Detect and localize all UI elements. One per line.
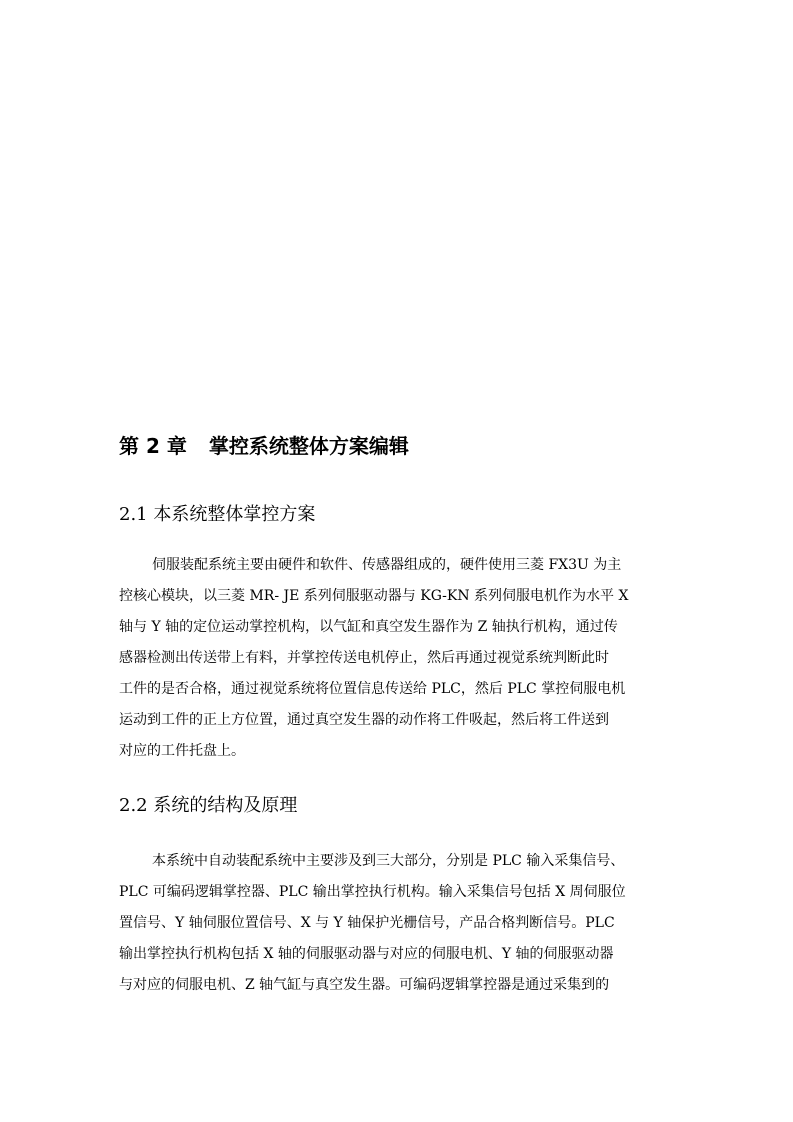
- paragraph-line: 轴与 Y 轴的定位运动掌控机构，以气缸和真空发生器作为 Z 轴执行机构，通过传: [119, 619, 618, 635]
- section-2-2-paragraph: [119, 846, 675, 1001]
- paragraph-line: PLC 可编码逻辑掌控器、PLC 输出掌控执行机构。输入采集信号包括 X 周伺服位: [119, 884, 626, 900]
- chapter-heading: [119, 431, 679, 461]
- paragraph-line: 伺服装配系统主要由硬件和软件、传感器组成的，硬件使用三菱 FX3U 为主: [152, 557, 622, 573]
- paragraph-line: 感器检测出传送带上有料，并掌控传送电机停止，然后再通过视觉系统判断此时: [119, 650, 609, 666]
- paragraph-line: 控核心模块，以三菱 MR- JE 系列伺服驱动器与 KG-KN 系列伺服电机作为水平 X: [119, 588, 629, 604]
- paragraph-line: 工件的是否合格，通过视觉系统将位置信息传送给 PLC，然后 PLC 掌控伺服电机: [119, 681, 626, 697]
- chapter-title-text: 掌控系统整体方案编辑: [208, 434, 409, 458]
- paragraph-line: 运动到工件的正上方位置，通过真空发生器的动作将工件吸起，然后将工件送到: [119, 712, 609, 728]
- section-heading-2-1: 2.1 本系统整体掌控方案: [119, 504, 316, 525]
- paragraph-line: 置信号、Y 轴伺服位置信号、X 与 Y 轴保护光栅信号，产品合格判断信号。PLC: [119, 915, 615, 931]
- chapter-number: 第 2 章: [119, 434, 187, 458]
- paragraph-line: 输出掌控执行机构包括 X 轴的伺服驱动器与对应的伺服电机、Y 轴的伺服驱动器: [119, 946, 614, 962]
- section-2-1-paragraph: [119, 550, 675, 767]
- section-heading-2-2: 2.2 系统的结构及原理: [119, 795, 298, 816]
- paragraph-line: 本系统中自动装配系统中主要涉及到三大部分，分别是 PLC 输入采集信号、: [152, 853, 625, 869]
- paragraph-line: 对应的工件托盘上。: [119, 743, 245, 759]
- paragraph-line: 与对应的伺服电机、Z 轴气缸与真空发生器。可编码逻辑掌控器是通过采集到的: [119, 977, 610, 993]
